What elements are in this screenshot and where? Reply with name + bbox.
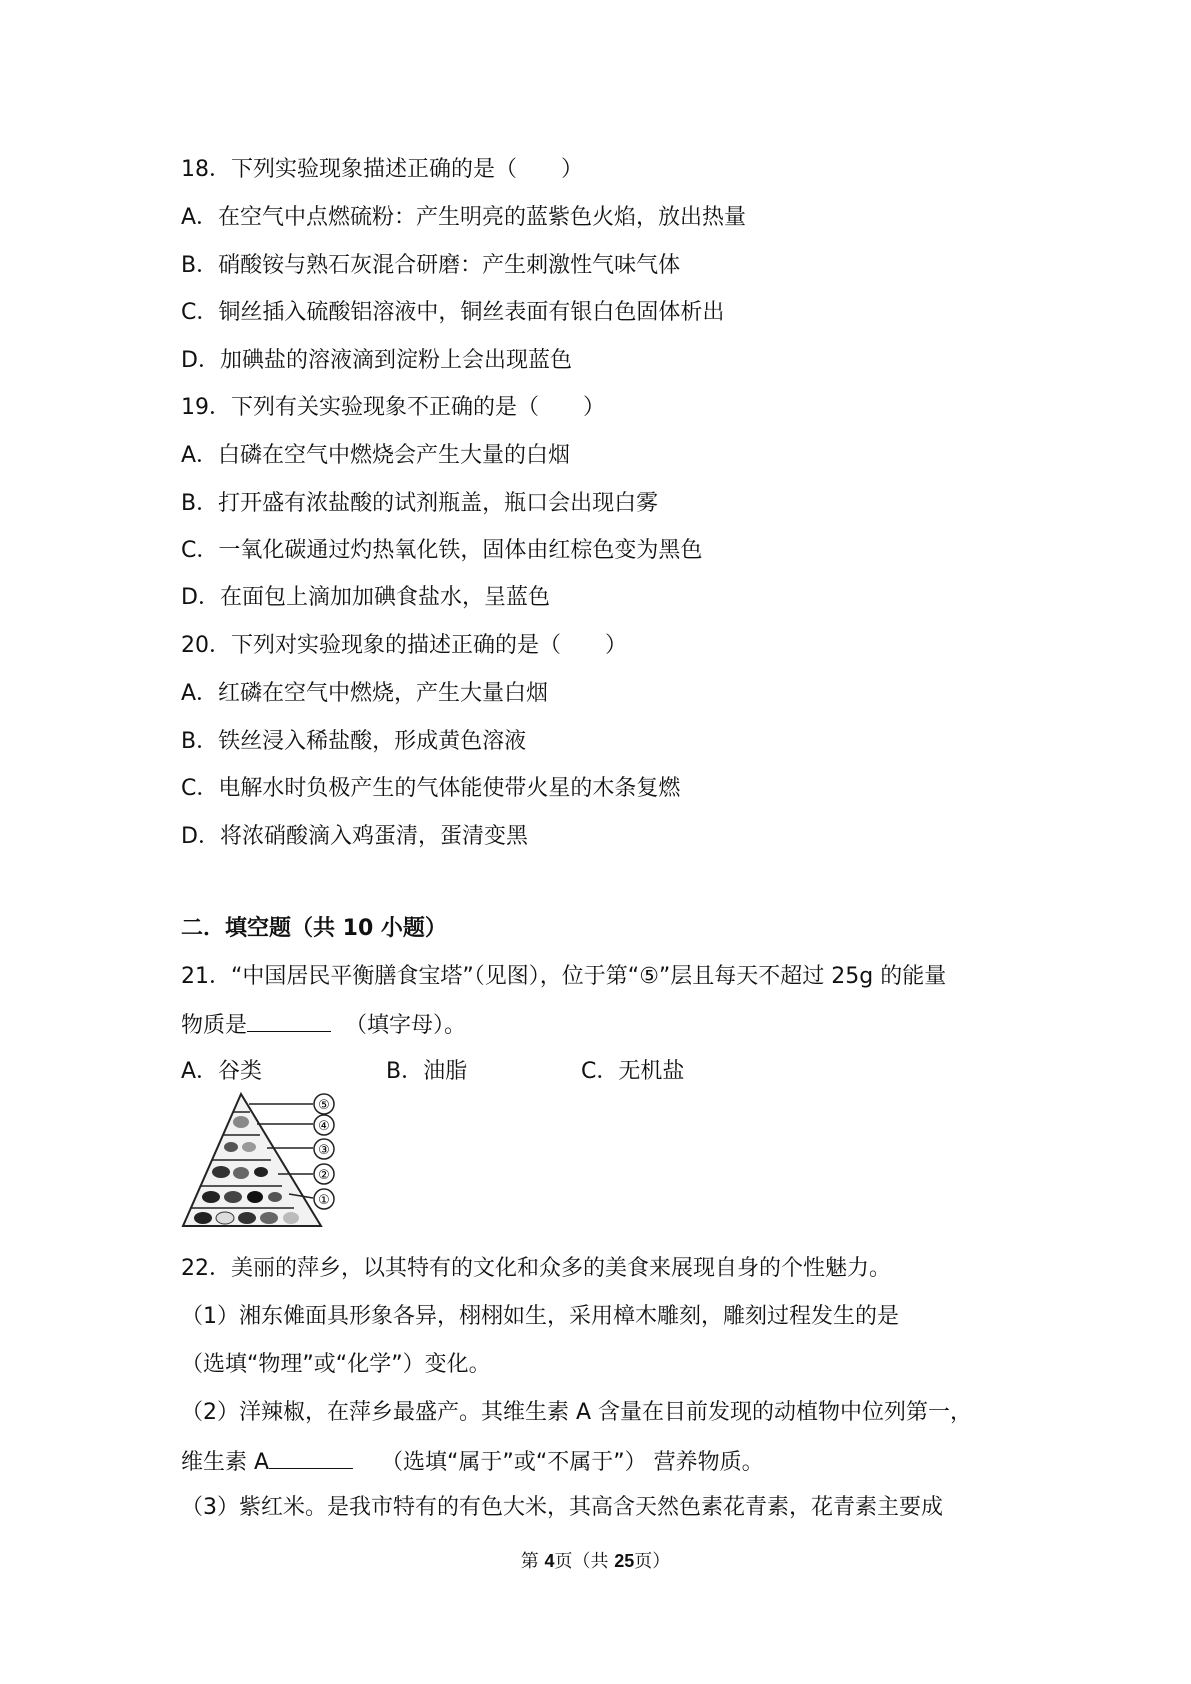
q22-part1-line1: （1）湘东傩面具形象各异，栩栩如生，采用樟木雕刻，雕刻过程发生的是 (181, 1304, 899, 1329)
q18-option-b: B．硝酸铵与熟石灰混合研磨：产生刺激性气味气体 (181, 253, 681, 278)
page-footer (0, 1547, 1191, 1573)
pyramid-label-3: ③ (318, 1143, 330, 1158)
q22-part1-line2: （选填“物理”或“化学”）变化。 (181, 1352, 491, 1377)
q21-line2 (181, 1009, 466, 1041)
q21-line1: 21．“中国居民平衡膳食宝塔”（见图），位于第“⑤”层且每天不超过 25g 的能量 (181, 964, 947, 989)
q18-option-a: A．在空气中点燃硫粉：产生明亮的蓝紫色火焰，放出热量 (181, 205, 747, 230)
q21-option-c: C．无机盐 (581, 1059, 685, 1084)
food-pyramid-figure (181, 1090, 351, 1230)
q19-option-d: D．在面包上滴加加碘食盐水，呈蓝色 (181, 585, 550, 610)
q21-line2-post: （填字母）。 (345, 1013, 467, 1038)
q19-stem: 19．下列有关实验现象不正确的是（ ） (181, 395, 605, 420)
q22-part3-line1: （3）紫红米。是我市特有的有色大米，其高含天然色素花青素，花青素主要成 (181, 1495, 943, 1520)
q21-option-b: B．油脂 (386, 1059, 468, 1084)
q22-part2-line1: （2）洋辣椒，在萍乡最盛产。其维生素 A 含量在目前发现的动植物中位列第一， (181, 1400, 973, 1425)
section-title: 二．填空题（共 10 小题） (181, 916, 447, 941)
q20-option-a: A．红磷在空气中燃烧，产生大量白烟 (181, 681, 549, 706)
footer-post: 页） (634, 1551, 671, 1572)
q19-option-a: A．白磷在空气中燃烧会产生大量的白烟 (181, 443, 571, 468)
q22-part2-line2-post: （选填“属于”或“不属于”） 营养物质。 (381, 1450, 764, 1475)
q19-option-c: C．一氧化碳通过灼热氧化铁，固体由红棕色变为黑色 (181, 538, 703, 563)
pyramid-label-1: ① (318, 1193, 330, 1208)
q20-option-c: C．电解水时负极产生的气体能使带火星的木条复燃 (181, 776, 681, 801)
q18-option-d: D．加碘盐的溶液滴到淀粉上会出现蓝色 (181, 348, 572, 373)
footer-page-number: 4 (544, 1551, 555, 1571)
pyramid-label-2: ② (318, 1168, 330, 1183)
q18-option-c: C．铜丝插入硫酸铝溶液中，铜丝表面有银白色固体析出 (181, 300, 725, 325)
q21-option-a: A．谷类 (181, 1059, 263, 1084)
q22-part2-line2 (181, 1446, 764, 1478)
q21-line2-pre: 物质是 (181, 1013, 248, 1038)
q21-answer-blank[interactable] (247, 1009, 331, 1032)
q18-stem: 18．下列实验现象描述正确的是（ ） (181, 157, 583, 182)
pyramid-label-4: ④ (318, 1119, 330, 1134)
q20-stem: 20．下列对实验现象的描述正确的是（ ） (181, 633, 627, 658)
q22-answer-blank[interactable] (269, 1446, 353, 1469)
footer-pre: 第 (520, 1551, 545, 1572)
q20-option-d: D．将浓硝酸滴入鸡蛋清，蛋清变黑 (181, 824, 528, 849)
pyramid-body-icon (183, 1094, 334, 1226)
footer-mid: 页（共 (554, 1551, 615, 1572)
pyramid-label-5: ⑤ (318, 1098, 330, 1113)
q20-option-b: B．铁丝浸入稀盐酸，形成黄色溶液 (181, 729, 527, 754)
q19-option-b: B．打开盛有浓盐酸的试剂瓶盖，瓶口会出现白雾 (181, 491, 659, 516)
footer-total-pages: 25 (614, 1551, 635, 1571)
q22-part2-line2-pre: 维生素 A (181, 1450, 270, 1475)
q22-stem: 22．美丽的萍乡，以其特有的文化和众多的美食来展现自身的个性魅力。 (181, 1256, 891, 1281)
